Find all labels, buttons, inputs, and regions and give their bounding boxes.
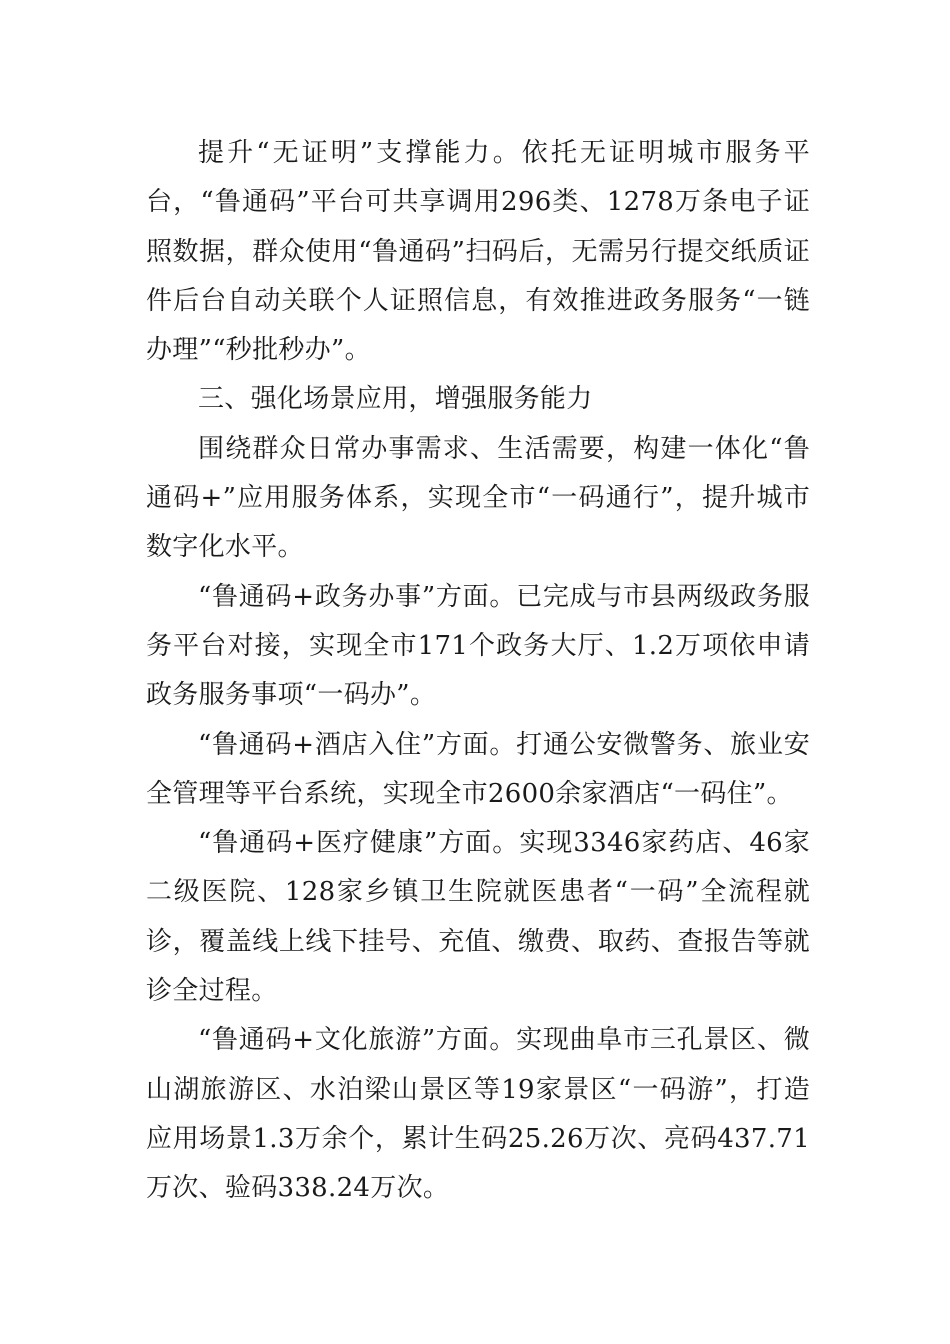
section-heading-scenario-application: 三、强化场景应用，增强服务能力 bbox=[198, 384, 593, 415]
paragraph-culture-tourism: “鲁通码+文化旅游”方面。实现曲阜市三孔景区、微山湖旅游区、水泊梁山景区等19家景区“一码游”，打造应用场景1.3万余个，累计生码25.26万次、亮码437.71万次、验码338.24万次。 bbox=[146, 1025, 810, 1204]
document-body bbox=[146, 129, 810, 1214]
paragraph-hotel-checkin: “鲁通码+酒店入住”方面。打通公安微警务、旅业安全管理等平台系统，实现全市2600余家酒店“一码住”。 bbox=[146, 729, 810, 809]
paragraph-medical-health: “鲁通码+医疗健康”方面。实现3346家药店、46家二级医院、128家乡镇卫生院就医患者“一码”全流程就诊，覆盖线上线下挂号、充值、缴费、取药、查报告等就诊全过程。 bbox=[146, 828, 810, 1007]
paragraph-service-system: 围绕群众日常办事需求、生活需要，构建一体化“鲁通码+”应用服务体系，实现全市“一码通行”，提升城市数字化水平。 bbox=[146, 433, 810, 563]
paragraph-no-certificate-support: 提升“无证明”支撑能力。依托无证明城市服务平台，“鲁通码”平台可共享调用296类、1278万条电子证照数据，群众使用“鲁通码”扫码后，无需另行提交纸质证件后台自动关联个人证照信息，有效推进政务服务“一链办理”“秒批秒办”。 bbox=[146, 138, 810, 366]
paragraph-government-affairs: “鲁通码+政务办事”方面。已完成与市县两级政务服务平台对接，实现全市171个政务大厅、1.2万项依申请政务服务事项“一码办”。 bbox=[146, 581, 810, 711]
